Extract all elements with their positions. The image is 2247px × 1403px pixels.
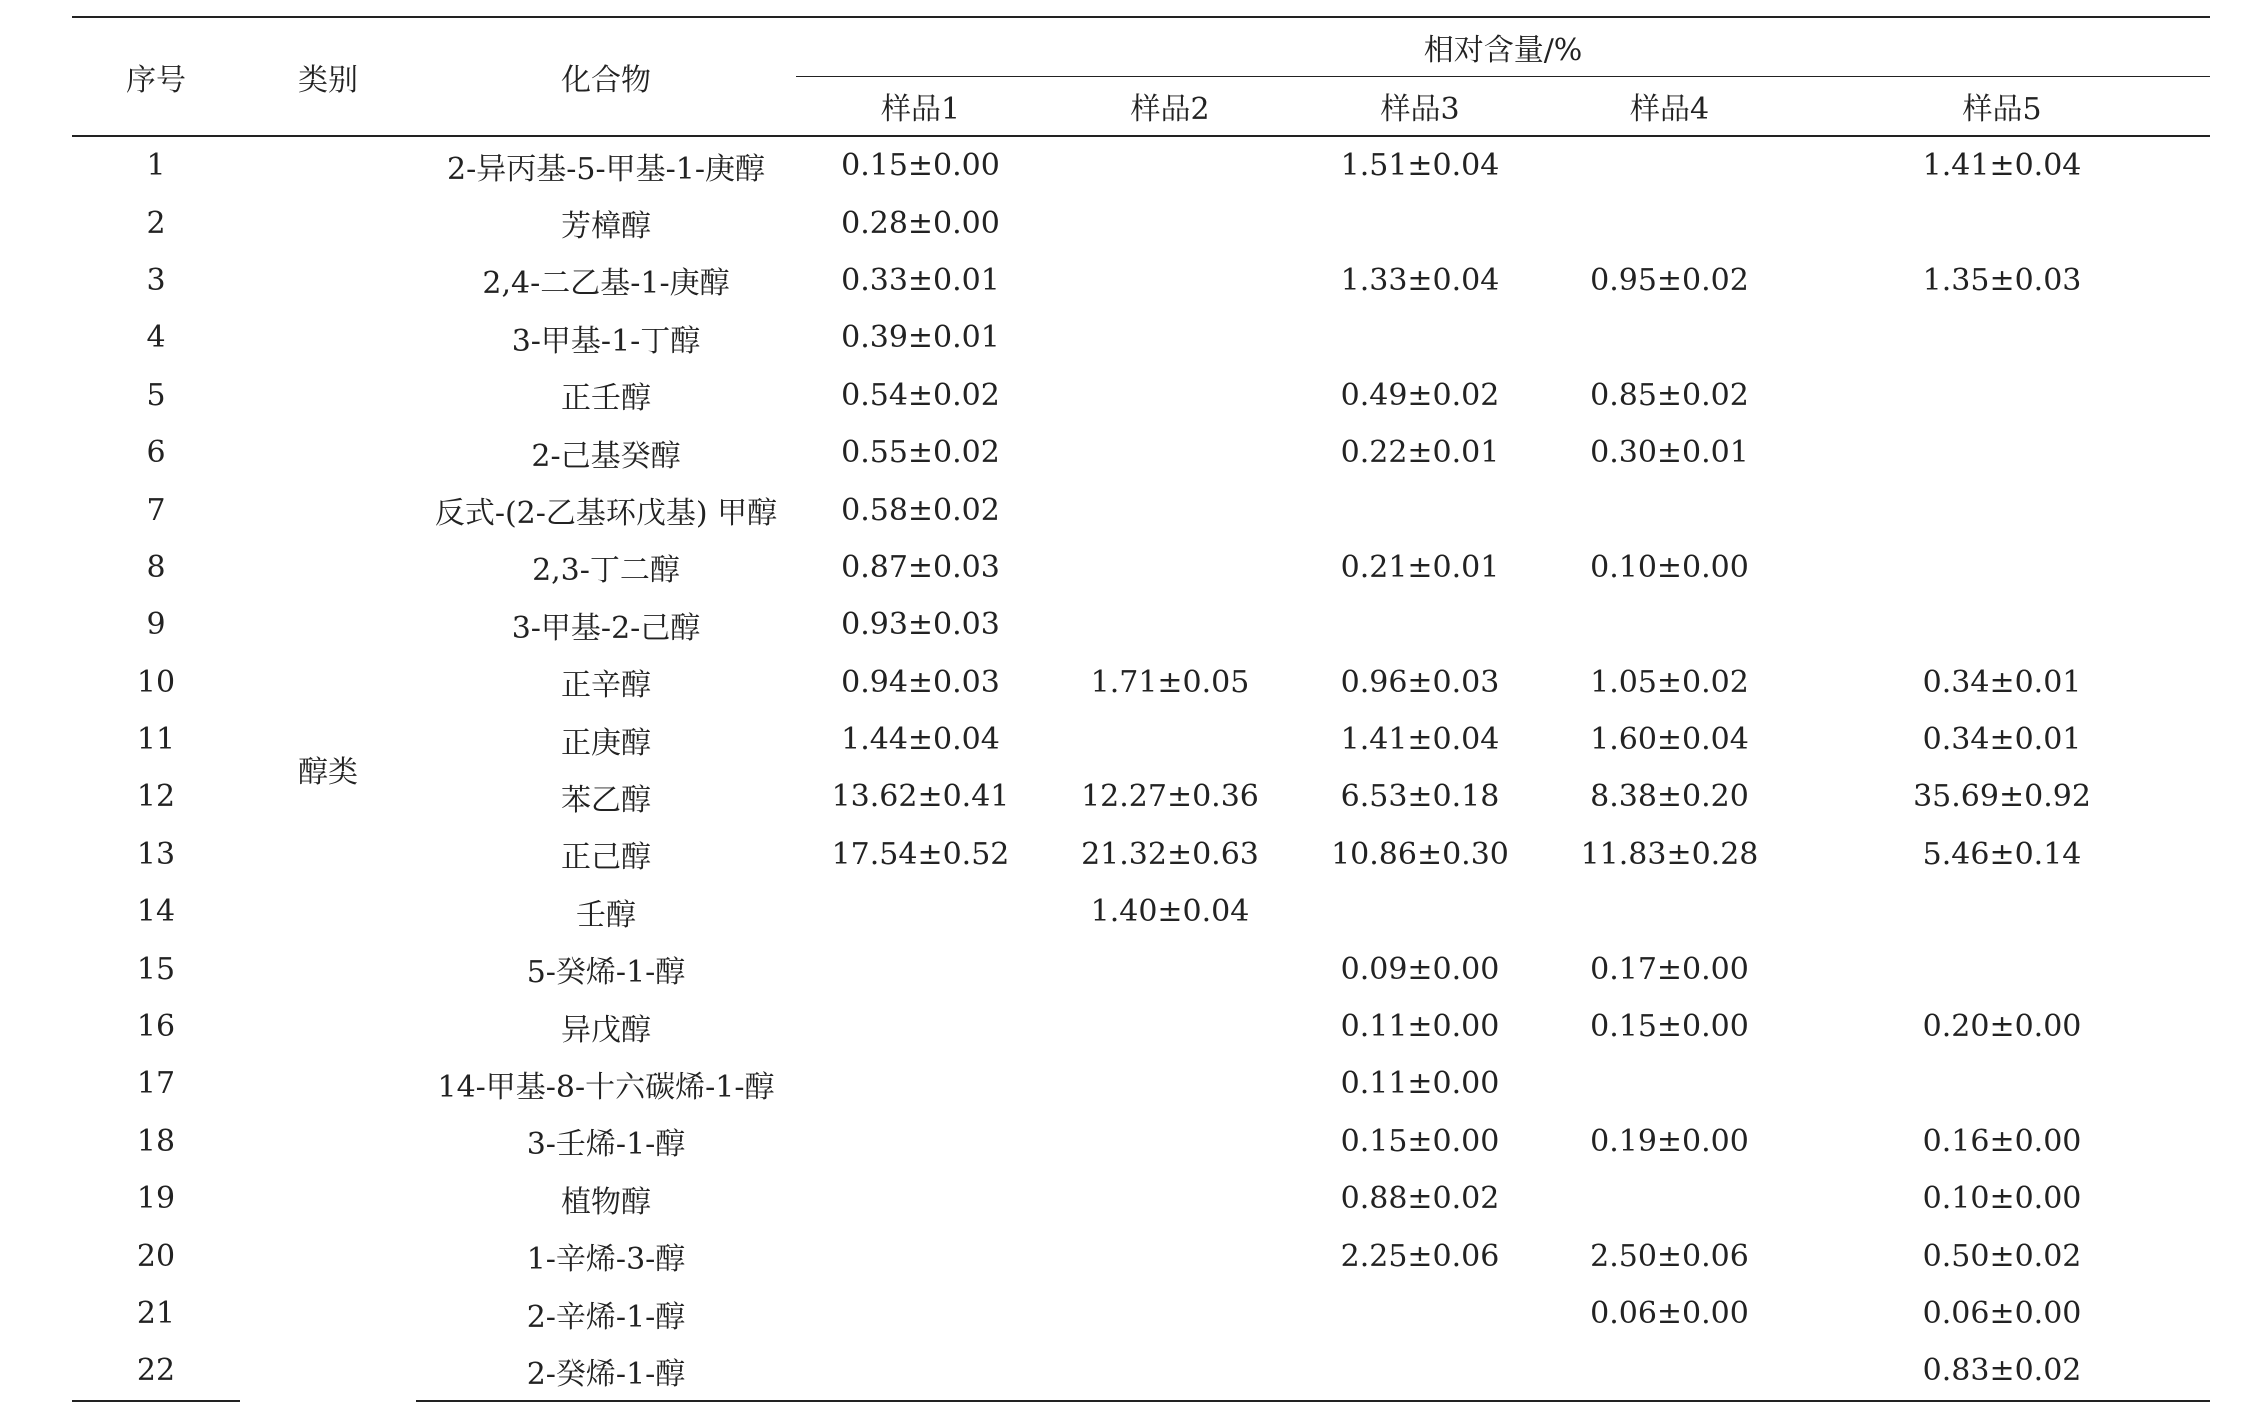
row-index: 3 [146, 262, 166, 298]
sample-5-value [1794, 194, 2210, 251]
sample-3-value: 0.09±0.00 [1340, 951, 1500, 987]
category-cell: 醇类 [298, 754, 358, 790]
header-compound: 化合物 [416, 17, 796, 136]
sample-1-value [796, 998, 1045, 1055]
compound-name: 1-辛烯-3-醇 [526, 1242, 686, 1278]
sample-4-value [1545, 1055, 1794, 1112]
sample-1-value [796, 883, 1045, 940]
sample-2-value: 1.71±0.05 [1090, 664, 1250, 700]
sample-4-value: 8.38±0.20 [1590, 779, 1749, 815]
header-sample-5: 样品5 [1794, 77, 2210, 137]
sample-2-value [1045, 1227, 1295, 1284]
compound-name: 2,4-二乙基-1-庚醇 [482, 266, 730, 302]
sample-4-value: 2.50±0.06 [1590, 1238, 1749, 1274]
sample-4-value: 0.19±0.00 [1590, 1123, 1749, 1159]
sample-3-value: 10.86±0.30 [1331, 836, 1509, 872]
row-index: 22 [72, 1342, 240, 1400]
compound-name: 芳樟醇 [561, 209, 651, 245]
sample-2-value [1045, 136, 1295, 194]
sample-3-value [1295, 1285, 1545, 1342]
compound-name: 壬醇 [576, 897, 636, 933]
sample-5-value: 0.06±0.00 [1922, 1296, 2082, 1331]
sample-1-value [796, 940, 1045, 997]
sample-2-value [1045, 194, 1295, 251]
compound-name: 3-壬烯-1-醇 [526, 1127, 686, 1163]
sample-3-value: 1.33±0.04 [1340, 262, 1500, 298]
compound-name: 反式-(2-乙基环戊基) 甲醇 [434, 496, 778, 532]
sample-5-value [1794, 596, 2210, 653]
sample-3-value [1295, 194, 1545, 251]
sample-4-value [1545, 136, 1794, 194]
sample-3-value [1295, 481, 1545, 538]
row-index: 13 [136, 836, 176, 872]
data-table-container [72, 16, 2210, 1402]
compound-name: 5-癸烯-1-醇 [526, 955, 686, 991]
sample-3-value: 0.21±0.01 [1340, 549, 1500, 585]
sample-3-value: 2.25±0.06 [1340, 1238, 1500, 1274]
sample-4-value: 11.83±0.28 [1580, 836, 1759, 872]
sample-2-value [1045, 596, 1295, 653]
sample-3-value: 6.53±0.18 [1340, 779, 1500, 815]
sample-5-value [1794, 424, 2210, 481]
sample-3-value: 1.41±0.04 [1340, 722, 1500, 758]
sample-1-value: 0.39±0.01 [841, 320, 1000, 356]
compound-name: 植物醇 [561, 1184, 651, 1220]
sample-4-value: 0.85±0.02 [1590, 377, 1749, 413]
header-sample-1: 样品1 [796, 77, 1045, 137]
compound-name: 正辛醇 [561, 668, 651, 704]
sample-3-value: 1.51±0.04 [1340, 148, 1500, 184]
sample-3-value [1295, 309, 1545, 366]
sample-3-value: 0.96±0.03 [1340, 664, 1500, 700]
sample-2-value [1045, 424, 1295, 481]
sample-2-value: 21.32±0.63 [1081, 836, 1259, 872]
compound-name: 2-异丙基-5-甲基-1-庚醇 [447, 151, 765, 187]
sample-4-value [1545, 883, 1794, 940]
sample-3-value: 0.49±0.02 [1340, 377, 1500, 413]
sample-1-value: 0.58±0.02 [841, 492, 1000, 528]
sample-1-value: 0.55±0.02 [841, 435, 1000, 471]
sample-1-value: 0.87±0.03 [841, 549, 1000, 585]
sample-4-value: 1.05±0.02 [1590, 664, 1749, 700]
sample-4-value [1545, 596, 1794, 653]
sample-2-value [1045, 1170, 1295, 1227]
sample-4-value [1545, 481, 1794, 538]
sample-5-value: 1.35±0.03 [1922, 262, 2082, 298]
sample-5-value: 0.20±0.00 [1922, 1009, 2082, 1045]
sample-4-value: 0.17±0.00 [1590, 951, 1749, 987]
sample-5-value: 0.16±0.00 [1922, 1123, 2082, 1159]
row-index: 6 [146, 435, 166, 471]
compound-name: 异戊醇 [561, 1012, 651, 1048]
sample-3-value: 0.11±0.00 [1340, 1009, 1500, 1045]
sample-2-value [1045, 252, 1295, 309]
header-sample-4: 样品4 [1545, 77, 1794, 137]
sample-5-value: 0.10±0.00 [1922, 1181, 2082, 1217]
compound-name: 3-甲基-1-丁醇 [511, 323, 701, 359]
row-index: 17 [136, 1066, 176, 1102]
sample-3-value: 0.15±0.00 [1340, 1123, 1500, 1159]
sample-5-value: 0.83±0.02 [1794, 1342, 2210, 1400]
sample-5-value: 0.34±0.01 [1922, 722, 2082, 758]
sample-3-value [1295, 596, 1545, 653]
compound-name: 正壬醇 [561, 381, 651, 417]
sample-1-value: 17.54±0.52 [831, 836, 1010, 872]
compound-name: 2-癸烯-1-醇 [416, 1342, 796, 1400]
sample-2-value [1045, 1055, 1295, 1112]
sample-4-value: 1.60±0.04 [1590, 722, 1749, 758]
sample-2-value [1045, 998, 1295, 1055]
row-index: 9 [146, 607, 166, 643]
sample-1-value: 13.62±0.41 [831, 779, 1010, 815]
header-sample-3: 样品3 [1295, 77, 1545, 137]
row-index: 20 [136, 1238, 176, 1274]
table-header [72, 17, 2210, 136]
sample-2-value [1045, 940, 1295, 997]
compound-content-table [72, 16, 2210, 1402]
sample-5-value: 0.34±0.01 [1922, 664, 2082, 700]
sample-2-value [1045, 1285, 1295, 1342]
compound-name: 2-辛烯-1-醇 [526, 1299, 686, 1335]
sample-1-value [796, 1285, 1045, 1342]
row-index: 12 [136, 779, 176, 815]
sample-3-value: 0.11±0.00 [1340, 1066, 1500, 1102]
sample-4-value [1545, 309, 1794, 366]
sample-5-value [1794, 883, 2210, 940]
row-index: 18 [136, 1123, 176, 1159]
row-index: 7 [146, 492, 166, 528]
compound-name: 正己醇 [561, 840, 651, 876]
sample-2-value [1045, 539, 1295, 596]
sample-1-value [796, 1227, 1045, 1284]
sample-1-value: 0.28±0.00 [841, 205, 1000, 241]
row-index: 21 [136, 1296, 176, 1331]
sample-1-value [796, 1055, 1045, 1112]
compound-name: 苯乙醇 [561, 782, 651, 818]
sample-4-value [1545, 194, 1794, 251]
sample-2-value [1045, 1342, 1295, 1400]
sample-5-value: 0.50±0.02 [1922, 1238, 2082, 1274]
header-relative-content: 相对含量/% [796, 17, 2210, 77]
row-index: 15 [136, 951, 176, 987]
sample-1-value [796, 1170, 1045, 1227]
sample-5-value [1794, 309, 2210, 366]
row-index: 4 [146, 320, 166, 356]
sample-2-value [1045, 481, 1295, 538]
sample-5-value: 1.41±0.04 [1922, 148, 2082, 184]
row-index: 16 [136, 1009, 176, 1045]
sample-5-value [1794, 367, 2210, 424]
header-category: 类别 [240, 17, 416, 136]
sample-1-value: 0.94±0.03 [841, 664, 1000, 700]
sample-4-value: 0.10±0.00 [1590, 549, 1749, 585]
compound-name: 3-甲基-2-己醇 [511, 610, 701, 646]
sample-2-value [1045, 367, 1295, 424]
compound-name: 正庚醇 [561, 725, 651, 761]
table-body [72, 136, 2210, 1401]
row-index: 11 [136, 722, 176, 758]
row-index: 14 [136, 894, 176, 930]
compound-name: 2,3-丁二醇 [532, 553, 680, 589]
sample-4-value [1545, 1170, 1794, 1227]
sample-4-value: 0.15±0.00 [1590, 1009, 1749, 1045]
row-index: 2 [146, 205, 166, 241]
sample-1-value [796, 1113, 1045, 1170]
sample-1-value: 0.54±0.02 [841, 377, 1000, 413]
sample-5-value [1794, 940, 2210, 997]
sample-2-value [1045, 309, 1295, 366]
sample-3-value: 0.88±0.02 [1340, 1181, 1500, 1217]
sample-5-value [1794, 481, 2210, 538]
sample-3-value [1295, 1342, 1545, 1400]
sample-3-value [1295, 883, 1545, 940]
sample-2-value [1045, 711, 1295, 768]
sample-1-value [796, 1342, 1045, 1400]
row-index: 1 [146, 148, 166, 184]
sample-4-value: 0.06±0.00 [1590, 1296, 1749, 1331]
row-index: 8 [146, 549, 166, 585]
sample-5-value: 5.46±0.14 [1922, 836, 2082, 872]
sample-2-value: 12.27±0.36 [1081, 779, 1259, 815]
compound-name: 2-己基癸醇 [531, 438, 681, 474]
sample-1-value: 0.93±0.03 [841, 607, 1000, 643]
sample-5-value [1794, 539, 2210, 596]
row-index: 19 [136, 1181, 176, 1217]
sample-4-value [1545, 1342, 1794, 1400]
sample-1-value: 0.33±0.01 [841, 262, 1000, 298]
compound-name: 14-甲基-8-十六碳烯-1-醇 [437, 1069, 775, 1105]
sample-2-value [1045, 1113, 1295, 1170]
sample-2-value: 1.40±0.04 [1090, 894, 1250, 930]
row-index: 5 [146, 377, 166, 413]
sample-1-value: 0.15±0.00 [841, 148, 1000, 184]
table-row [72, 136, 2210, 194]
sample-3-value: 0.22±0.01 [1340, 435, 1500, 471]
sample-5-value [1794, 1055, 2210, 1112]
header-index: 序号 [72, 17, 240, 136]
sample-1-value: 1.44±0.04 [841, 722, 1000, 758]
header-sample-2: 样品2 [1045, 77, 1295, 137]
row-index: 10 [136, 664, 176, 700]
sample-4-value: 0.30±0.01 [1590, 435, 1749, 471]
sample-4-value: 0.95±0.02 [1590, 262, 1749, 298]
sample-5-value: 35.69±0.92 [1913, 779, 2091, 815]
